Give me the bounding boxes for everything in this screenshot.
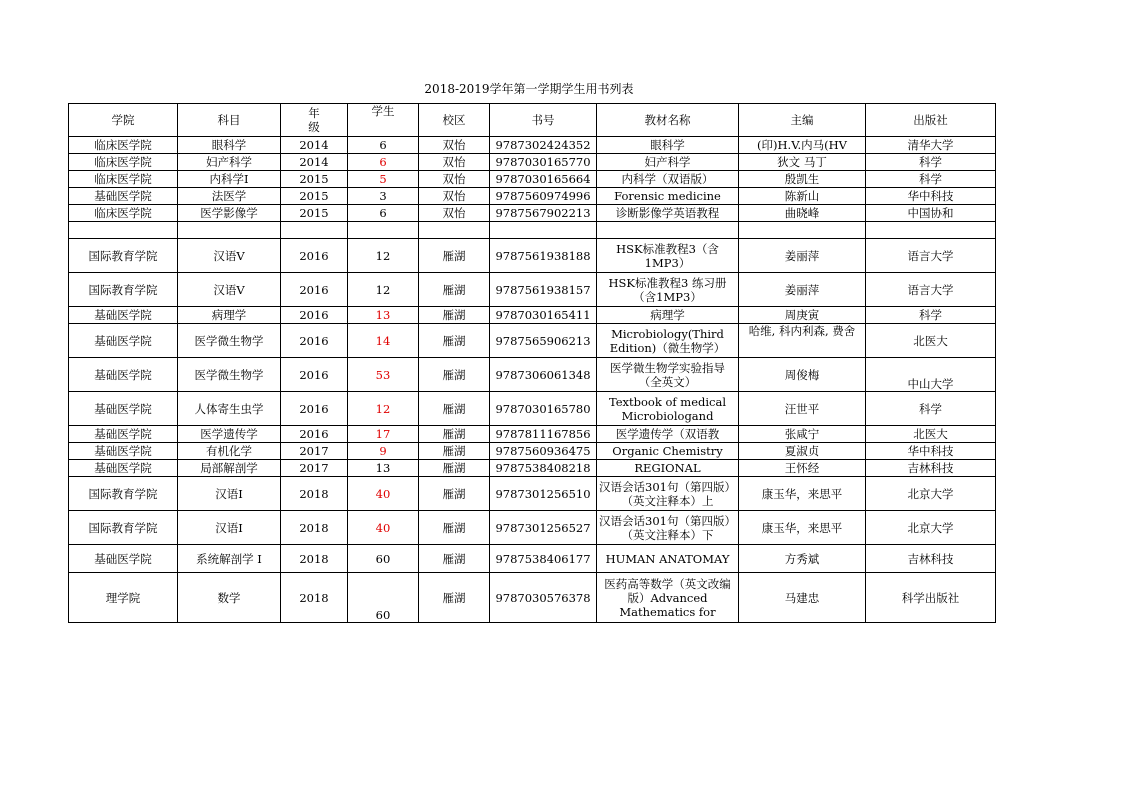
cell-campus: 雁湖	[419, 545, 490, 573]
cell-isbn: 9787306061348	[490, 358, 597, 392]
cell-editor: 方秀斌	[739, 545, 866, 573]
cell-subject: 系统解剖学 I	[178, 545, 281, 573]
table-row	[69, 426, 996, 443]
cell-book-title: 医学微生物学实验指导（全英文）	[597, 358, 739, 392]
cell-book-title: Microbiology(Third Edition)（微生物学）	[597, 324, 739, 358]
cell-college: 基础医学院	[69, 392, 178, 426]
table-row	[69, 154, 996, 171]
cell-college: 基础医学院	[69, 188, 178, 205]
cell-publisher: 北医大	[866, 426, 996, 443]
table-row	[69, 358, 996, 392]
cell-publisher: 北医大	[866, 324, 996, 358]
cell-college: 基础医学院	[69, 460, 178, 477]
cell-campus: 雁湖	[419, 573, 490, 623]
cell-college: 临床医学院	[69, 171, 178, 188]
cell-publisher: 科学	[866, 154, 996, 171]
cell-editor: 狄文 马丁	[739, 154, 866, 171]
cell-editor: 康玉华，来思平	[739, 477, 866, 511]
cell-students: 60	[348, 545, 419, 573]
cell-book-title	[597, 222, 739, 239]
cell-editor: 殷凯生	[739, 171, 866, 188]
cell-students: 12	[348, 239, 419, 273]
header-book-title: 教材名称	[597, 104, 739, 137]
cell-isbn: 9787538406177	[490, 545, 597, 573]
header-grade: 年 级	[281, 104, 348, 137]
cell-subject: 数学	[178, 573, 281, 623]
cell-editor	[739, 222, 866, 239]
cell-grade	[281, 222, 348, 239]
cell-college	[69, 222, 178, 239]
cell-grade: 2018	[281, 545, 348, 573]
cell-college: 临床医学院	[69, 137, 178, 154]
cell-subject	[178, 222, 281, 239]
cell-publisher: 北京大学	[866, 477, 996, 511]
cell-publisher: 华中科技	[866, 443, 996, 460]
header-publisher: 出版社	[866, 104, 996, 137]
cell-editor: 周庚寅	[739, 307, 866, 324]
cell-students: 53	[348, 358, 419, 392]
cell-students: 40	[348, 477, 419, 511]
cell-college: 基础医学院	[69, 358, 178, 392]
table-row	[69, 307, 996, 324]
cell-students: 6	[348, 154, 419, 171]
cell-isbn: 9787301256527	[490, 511, 597, 545]
cell-subject: 人体寄生虫学	[178, 392, 281, 426]
cell-isbn: 9787538408218	[490, 460, 597, 477]
cell-students: 5	[348, 171, 419, 188]
table-row	[69, 443, 996, 460]
cell-students: 9	[348, 443, 419, 460]
cell-book-title: Textbook of medical Microbiologand	[597, 392, 739, 426]
header-row	[69, 104, 996, 137]
cell-isbn: 9787030576378	[490, 573, 597, 623]
cell-students: 13	[348, 307, 419, 324]
cell-college: 国际教育学院	[69, 477, 178, 511]
cell-campus: 双怡	[419, 154, 490, 171]
cell-college: 临床医学院	[69, 154, 178, 171]
cell-editor: 张咸宁	[739, 426, 866, 443]
cell-isbn: 9787561938188	[490, 239, 597, 273]
cell-campus: 雁湖	[419, 443, 490, 460]
cell-college: 基础医学院	[69, 545, 178, 573]
cell-subject: 内科学I	[178, 171, 281, 188]
cell-publisher: 中国协和	[866, 205, 996, 222]
cell-publisher: 北京大学	[866, 511, 996, 545]
cell-campus: 双怡	[419, 205, 490, 222]
cell-editor: 曲晓峰	[739, 205, 866, 222]
header-editor: 主编	[739, 104, 866, 137]
cell-isbn	[490, 222, 597, 239]
cell-subject: 医学影像学	[178, 205, 281, 222]
cell-publisher: 清华大学	[866, 137, 996, 154]
cell-isbn: 9787301256510	[490, 477, 597, 511]
cell-book-title: 诊断影像学英语教程	[597, 205, 739, 222]
cell-isbn: 9787030165664	[490, 171, 597, 188]
cell-subject: 医学遗传学	[178, 426, 281, 443]
cell-subject: 医学微生物学	[178, 358, 281, 392]
cell-subject: 汉语V	[178, 239, 281, 273]
booklist-table	[68, 103, 996, 623]
cell-isbn: 9787560974996	[490, 188, 597, 205]
cell-subject: 法医学	[178, 188, 281, 205]
cell-students: 14	[348, 324, 419, 358]
cell-publisher: 科学出版社	[866, 573, 996, 623]
cell-publisher: 科学	[866, 171, 996, 188]
table-row	[69, 392, 996, 426]
cell-publisher: 吉林科技	[866, 545, 996, 573]
table-row	[69, 188, 996, 205]
cell-campus: 双怡	[419, 137, 490, 154]
cell-isbn: 9787560936475	[490, 443, 597, 460]
cell-subject: 局部解剖学	[178, 460, 281, 477]
cell-book-title: 病理学	[597, 307, 739, 324]
cell-isbn: 9787030165411	[490, 307, 597, 324]
cell-campus: 雁湖	[419, 307, 490, 324]
cell-book-title: 医学遗传学（双语教	[597, 426, 739, 443]
cell-publisher: 华中科技	[866, 188, 996, 205]
header-subject: 科目	[178, 104, 281, 137]
cell-book-title: HSK标准教程3 练习册（含1MP3）	[597, 273, 739, 307]
cell-subject: 有机化学	[178, 443, 281, 460]
cell-isbn: 9787561938157	[490, 273, 597, 307]
cell-campus: 雁湖	[419, 358, 490, 392]
cell-campus: 雁湖	[419, 392, 490, 426]
cell-grade: 2016	[281, 239, 348, 273]
header-campus: 校区	[419, 104, 490, 137]
cell-editor: 王怀经	[739, 460, 866, 477]
cell-editor: 康玉华，来思平	[739, 511, 866, 545]
cell-students: 3	[348, 188, 419, 205]
cell-grade: 2018	[281, 573, 348, 623]
cell-publisher: 中山大学	[866, 358, 996, 392]
cell-subject: 汉语I	[178, 511, 281, 545]
cell-subject: 病理学	[178, 307, 281, 324]
cell-college: 国际教育学院	[69, 239, 178, 273]
table-row	[69, 460, 996, 477]
cell-isbn: 9787811167856	[490, 426, 597, 443]
table-row	[69, 511, 996, 545]
cell-students: 40	[348, 511, 419, 545]
cell-book-title: 妇产科学	[597, 154, 739, 171]
header-isbn: 书号	[490, 104, 597, 137]
cell-college: 理学院	[69, 573, 178, 623]
cell-grade: 2016	[281, 324, 348, 358]
cell-editor: 姜丽萍	[739, 239, 866, 273]
header-college: 学院	[69, 104, 178, 137]
cell-publisher: 语言大学	[866, 273, 996, 307]
cell-campus: 雁湖	[419, 239, 490, 273]
cell-subject: 医学微生物学	[178, 324, 281, 358]
cell-campus	[419, 222, 490, 239]
cell-grade: 2016	[281, 273, 348, 307]
cell-grade: 2018	[281, 511, 348, 545]
cell-students: 60	[348, 573, 419, 623]
cell-isbn: 9787567902213	[490, 205, 597, 222]
cell-college: 国际教育学院	[69, 511, 178, 545]
cell-subject: 汉语V	[178, 273, 281, 307]
cell-grade: 2016	[281, 307, 348, 324]
cell-editor: 陈新山	[739, 188, 866, 205]
table-row	[69, 205, 996, 222]
cell-editor: 夏淑贞	[739, 443, 866, 460]
cell-college: 基础医学院	[69, 443, 178, 460]
cell-publisher: 科学	[866, 392, 996, 426]
cell-campus: 雁湖	[419, 273, 490, 307]
cell-grade: 2016	[281, 426, 348, 443]
cell-grade: 2015	[281, 171, 348, 188]
cell-campus: 双怡	[419, 171, 490, 188]
cell-editor: 周俊梅	[739, 358, 866, 392]
table-row	[69, 137, 996, 154]
cell-publisher	[866, 222, 996, 239]
cell-publisher: 科学	[866, 307, 996, 324]
table-row	[69, 573, 996, 623]
cell-grade: 2016	[281, 358, 348, 392]
cell-publisher: 语言大学	[866, 239, 996, 273]
table-row	[69, 222, 996, 239]
cell-editor: 哈维, 科内利森, 费舍	[739, 324, 866, 358]
cell-students: 13	[348, 460, 419, 477]
cell-grade: 2014	[281, 154, 348, 171]
cell-isbn: 9787030165780	[490, 392, 597, 426]
cell-grade: 2017	[281, 460, 348, 477]
cell-subject: 汉语I	[178, 477, 281, 511]
cell-isbn: 9787302424352	[490, 137, 597, 154]
cell-editor: 姜丽萍	[739, 273, 866, 307]
cell-students: 17	[348, 426, 419, 443]
cell-grade: 2015	[281, 188, 348, 205]
cell-isbn: 9787565906213	[490, 324, 597, 358]
cell-college: 基础医学院	[69, 307, 178, 324]
cell-students: 12	[348, 392, 419, 426]
cell-college: 临床医学院	[69, 205, 178, 222]
cell-grade: 2017	[281, 443, 348, 460]
cell-campus: 雁湖	[419, 324, 490, 358]
cell-book-title: Organic Chemistry	[597, 443, 739, 460]
cell-college: 基础医学院	[69, 426, 178, 443]
table-body	[69, 137, 996, 623]
cell-book-title: HSK标准教程3（含1MP3）	[597, 239, 739, 273]
cell-college: 基础医学院	[69, 324, 178, 358]
cell-college: 国际教育学院	[69, 273, 178, 307]
table-row	[69, 324, 996, 358]
cell-students: 6	[348, 205, 419, 222]
cell-book-title: REGIONAL	[597, 460, 739, 477]
cell-book-title: Forensic medicine	[597, 188, 739, 205]
page-title: 2018-2019学年第一学期学生用书列表	[424, 82, 634, 96]
cell-campus: 雁湖	[419, 426, 490, 443]
header-students: 学生	[348, 104, 419, 137]
cell-grade: 2018	[281, 477, 348, 511]
cell-book-title: 内科学（双语版）	[597, 171, 739, 188]
table-row	[69, 239, 996, 273]
cell-isbn: 9787030165770	[490, 154, 597, 171]
cell-book-title: 医药高等数学（英文改编版）Advanced Mathematics for	[597, 573, 739, 623]
table-row	[69, 545, 996, 573]
cell-students: 12	[348, 273, 419, 307]
cell-grade: 2015	[281, 205, 348, 222]
cell-students	[348, 222, 419, 239]
cell-grade: 2014	[281, 137, 348, 154]
cell-book-title: HUMAN ANATOMAY	[597, 545, 739, 573]
cell-campus: 雁湖	[419, 460, 490, 477]
cell-students: 6	[348, 137, 419, 154]
cell-subject: 妇产科学	[178, 154, 281, 171]
cell-campus: 雁湖	[419, 511, 490, 545]
cell-subject: 眼科学	[178, 137, 281, 154]
cell-book-title: 汉语会话301句（第四版）（英文注释本）上	[597, 477, 739, 511]
cell-book-title: 汉语会话301句（第四版）（英文注释本）下	[597, 511, 739, 545]
cell-editor: 汪世平	[739, 392, 866, 426]
table-row	[69, 273, 996, 307]
cell-grade: 2016	[281, 392, 348, 426]
table-row	[69, 477, 996, 511]
cell-editor: 马建忠	[739, 573, 866, 623]
cell-editor: (印)H.V.内马(HV	[739, 137, 866, 154]
table-row	[69, 171, 996, 188]
cell-publisher: 吉林科技	[866, 460, 996, 477]
cell-campus: 雁湖	[419, 477, 490, 511]
cell-campus: 双怡	[419, 188, 490, 205]
cell-book-title: 眼科学	[597, 137, 739, 154]
